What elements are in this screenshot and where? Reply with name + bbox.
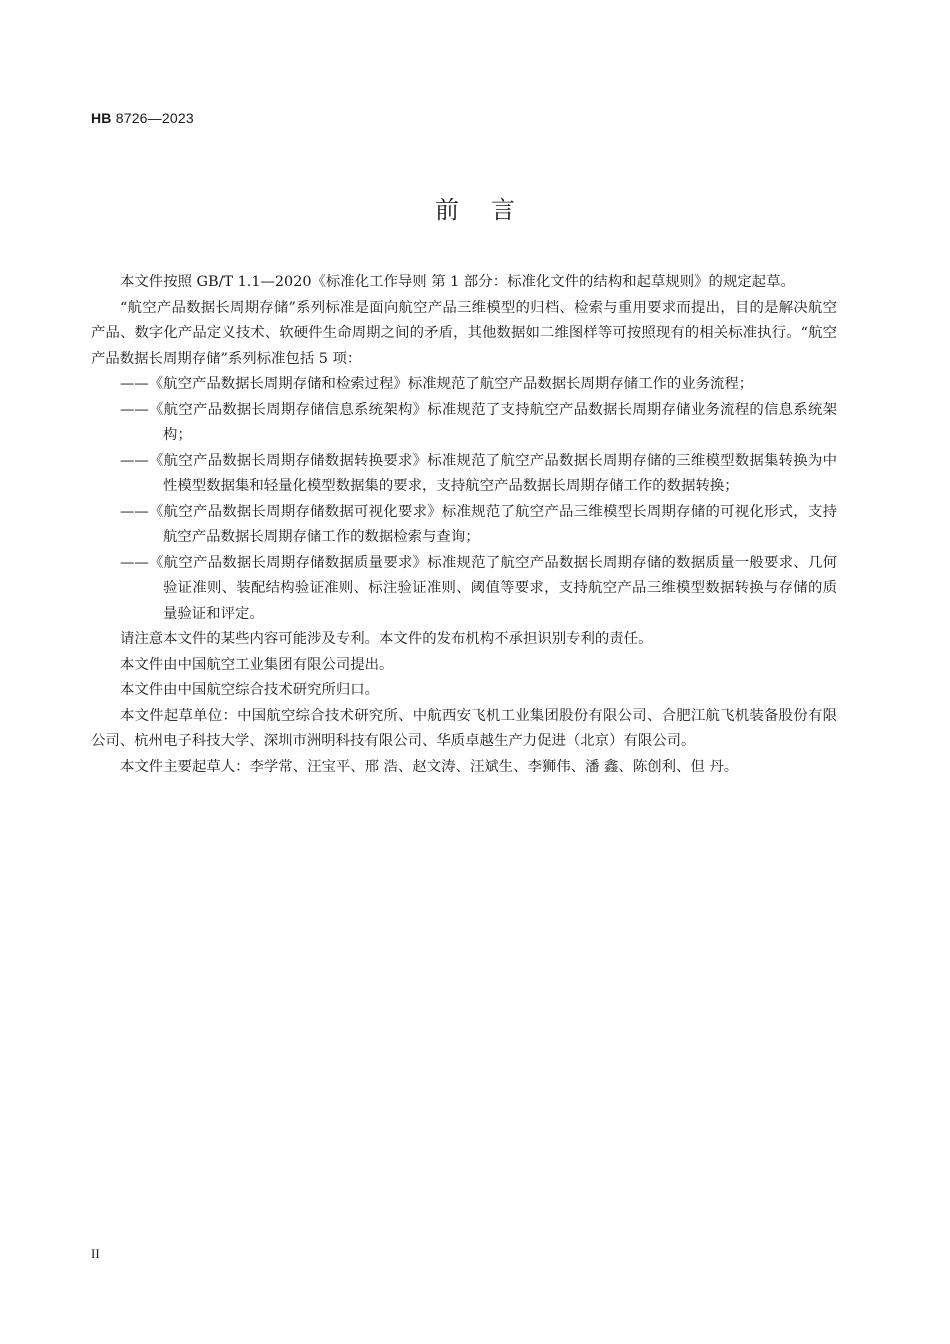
list-item: ——《航空产品数据长周期存储数据质量要求》标准规范了航空产品数据长周期存储的数据质量一般要求、几何验证准则、装配结构验证准则、标注验证准则、阈值等要求，支持航空产品三维模型数据转换与存储的质量验证和评定。 — [120, 554, 837, 622]
document-code — [91, 110, 194, 126]
paragraph-drafters: 本文件主要起草人：李学常、汪宝平、邢 浩、赵文涛、汪斌生、李狮伟、潘 鑫、陈创利、但 丹。 — [120, 758, 739, 775]
list-item: ——《航空产品数据长周期存储数据可视化要求》标准规范了航空产品三维模型长周期存储的可视化形式，支持航空产品数据长周期存储工作的数据检索与查询； — [120, 503, 837, 545]
list-item: ——《航空产品数据长周期存储和检索过程》标准规范了航空产品数据长周期存储工作的业务流程； — [120, 376, 754, 392]
code-number: 8726—2023 — [115, 110, 194, 126]
list-item: ——《航空产品数据长周期存储数据转换要求》标准规范了航空产品数据长周期存储的三维模型数据集转换为中性模型数据集和轻量化模型数据集的要求，支持航空产品数据长周期存储工作的数据转换； — [120, 452, 837, 494]
paragraph-drafting-units: 本文件起草单位：中国航空综合技术研究所、中航西安飞机工业集团股份有限公司、合肥江航飞机装备股份有限公司、杭州电子科技大学、深圳市洲明科技有限公司、华质卓越生产力促进（北京）有限公司。 — [91, 707, 837, 749]
page-title: 前言 — [435, 196, 547, 224]
paragraph-proposer: 本文件由中国航空工业集团有限公司提出。 — [120, 656, 394, 673]
foreword-body — [91, 270, 837, 780]
paragraph-responsible-unit: 本文件由中国航空综合技术研究所归口。 — [120, 682, 380, 698]
page-number: II — [91, 1246, 100, 1261]
paragraph-drafting-rules: 本文件按照 GB/T 1.1—2020《标准化工作导则 第 1 部分：标准化文件的结构和起草规则》的规定起草。 — [120, 274, 795, 290]
paragraph-series-intro: “航空产品数据长周期存储”系列标准是面向航空产品三维模型的归档、检索与重用要求而提出，目的是解决航空产品、数字化产品定义技术、软硬件生命周期之间的矛盾，其他数据如二维图样等可按照现有的相关标准执行。“航空产品数据长周期存储”系列标准包括 5 项： — [91, 299, 837, 367]
paragraph-patent-notice: 请注意本文件的某些内容可能涉及专利。本文件的发布机构不承担识别专利的责任。 — [120, 631, 653, 647]
code-prefix: HB — [91, 110, 112, 126]
list-item: ——《航空产品数据长周期存储信息系统架构》标准规范了支持航空产品数据长周期存储业务流程的信息系统架构； — [120, 401, 837, 443]
